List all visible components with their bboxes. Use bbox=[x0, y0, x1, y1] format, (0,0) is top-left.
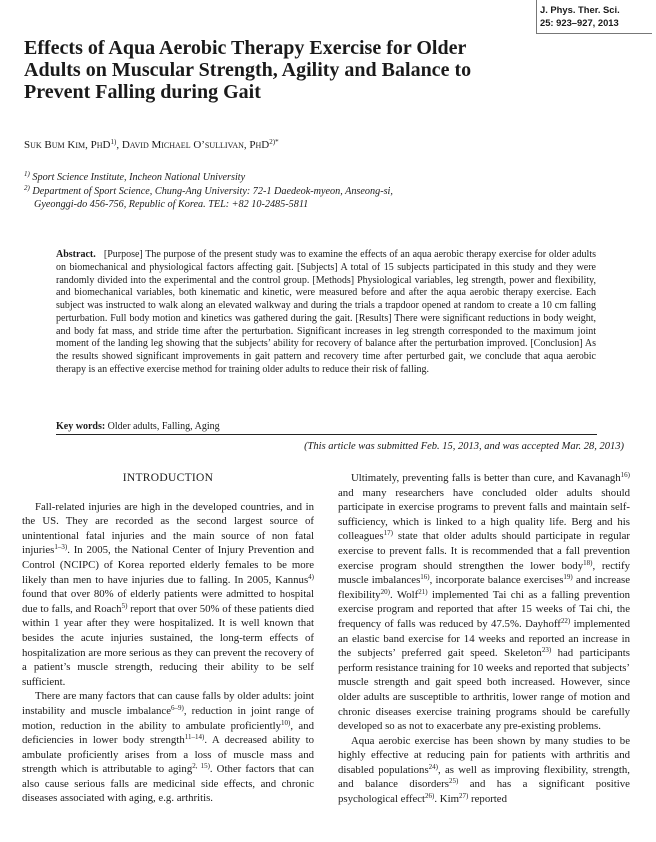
citation-mark: 19) bbox=[563, 573, 573, 582]
affiliation-1-mark: 1) bbox=[24, 170, 30, 178]
text: and has a significant positive psychological effect bbox=[338, 778, 630, 806]
keywords bbox=[56, 421, 220, 432]
intro-paragraph-1 bbox=[22, 500, 314, 690]
journal-volume-pages: 25: 923–927, 2013 bbox=[540, 17, 619, 28]
text: . Kim bbox=[434, 793, 459, 806]
citation-mark: 25) bbox=[448, 777, 459, 786]
text: , incorporate balance exercises bbox=[429, 574, 564, 587]
citation-mark: 1–3) bbox=[54, 543, 68, 552]
citation-mark: 16) bbox=[620, 471, 630, 479]
text: . Wolf bbox=[389, 588, 419, 601]
text: found that over 80% of elderly patients were admitted to hospital due to falls, and Roach bbox=[22, 588, 314, 615]
author-1: Suk Bum Kim, PhD bbox=[24, 139, 111, 151]
author-2: David Michael O’sullivan, PhD bbox=[121, 139, 270, 151]
citation-mark: 10) bbox=[281, 718, 291, 727]
journal-name: J. Phys. Ther. Sci. bbox=[540, 4, 620, 15]
author-list bbox=[24, 139, 279, 151]
citation-mark: 4) bbox=[308, 572, 314, 581]
text: had participants perform resistance training for 10 weeks and reported that subjects’ muscle strength and gait speed both increased. However, since older adults are susceptible to arthritis, lower range of motion and chronic diseases exercise training programs should be carefully developed so as not to exacerbate any pre-existing problems. bbox=[338, 647, 631, 733]
text: , rectify muscle imbalances bbox=[338, 559, 630, 587]
text: implemented an elastic band exercise for 14 weeks and reported an increase in the subjects’ preferred gait speed. Skeleton bbox=[338, 617, 630, 660]
affiliation-2-mark: 2) bbox=[24, 184, 30, 192]
citation-mark: 17) bbox=[383, 529, 393, 538]
author-2-affiliation-mark: 2)* bbox=[269, 138, 279, 146]
text: reported bbox=[468, 793, 507, 806]
section-divider bbox=[56, 434, 597, 435]
submission-note: (This article was submitted Feb. 15, 2013, and was accepted Mar. 28, 2013) bbox=[304, 441, 624, 452]
citation-mark: 16) bbox=[420, 573, 430, 582]
affiliation-2 bbox=[24, 185, 393, 211]
citation-mark: 26) bbox=[425, 792, 435, 801]
text: state that older adults should participate in regular exercise to prevent falls. It is recommended that a fall prevention exercise program should strengthen the lower body bbox=[338, 530, 630, 572]
citation-mark: 22) bbox=[560, 616, 571, 625]
abstract bbox=[56, 249, 596, 377]
citation-mark: 27) bbox=[458, 792, 469, 801]
right-column bbox=[338, 471, 630, 807]
author-separator: , bbox=[116, 139, 122, 151]
keywords-text: Older adults, Falling, Aging bbox=[107, 421, 220, 432]
text: Fall-related injuries are high in the developed countries, and in the US. They are recorded as the second largest source of unintentional fatal injuries and the main source of non fatal injuries bbox=[22, 500, 314, 557]
affiliation-1 bbox=[24, 171, 245, 184]
citation-mark: 11–14) bbox=[184, 733, 205, 742]
citation-mark: 20) bbox=[380, 587, 390, 596]
text: Ultimately, preventing falls is better than cure, and Kavanagh bbox=[351, 472, 621, 484]
text: . A decreased ability to ambulate proficiently arises from a loss of muscle mass and strength which is attributable to aging bbox=[22, 734, 314, 776]
text: and many researchers have concluded older adults should participate in exercise programs to prevent falls and maintain self-sufficiency, which is linked to a high quality life. Berg and his colleagues bbox=[338, 486, 630, 543]
text: implemented Tai chi as a falling prevention exercise program and reported that after 15 weeks of Tai chi, the frequency of falls was reduced by 47.5%. Dayhoff bbox=[338, 588, 630, 630]
citation-mark: 5) bbox=[121, 601, 128, 610]
abstract-text: [Purpose] The purpose of the present study was to examine the effects of an aqua aerobic therapy exercise for older adults on biomechanical and physiological factors affecting gait. [Subjects] A total of 15 subjects participated in this study and they were randomly divided into the experimental and the control group. [Methods] Physiological variables, leg strength, power and flexibility, and biomechanical variables, both kinematic and kinetic, were measured before and after the aqua aerobic therapy exercise. Each subject was instructed to walk along an elevated walkway and during the trials a trapdoor opened at random to create a 10 cm falling perturbation. Full body motion and kinetics was gathered during the gait. [Results] There were significant reductions in body weight, and body fat mass, and stride time after the perturbation. Significant increases in leg strength corresponded to the maximum joint moment of the landing leg showing that the subjects’ ability for recovery of balance after the perturbation improved. [Conclusion] As the results showed significant improvements in gait pattern and recovery time after perturbed gait, we conclude that aqua aerobic therapy is an effective exercise method for training older adults to reduce their risk of falling. bbox=[56, 249, 596, 375]
left-column bbox=[22, 471, 314, 806]
text: . Other factors that can also cause serious falls are medicinal side effects, and chronic diseases associated with aging, e.g. arthritis. bbox=[22, 763, 314, 805]
affiliation-2-line-1: Department of Sport Science, Chung-Ang University: 72-1 Daedeok-myeon, Anseong-si, bbox=[32, 186, 393, 197]
citation-mark: 6–9) bbox=[171, 703, 184, 712]
keywords-label: Key words: bbox=[56, 421, 106, 432]
introduction-heading: INTRODUCTION bbox=[122, 472, 214, 484]
affiliation-2-line-2: Gyeonggi-do 456-756, Republic of Korea. TEL: +82 10-2485-5811 bbox=[34, 199, 309, 210]
citation-mark: 2, 15) bbox=[192, 762, 210, 771]
text: report that over 50% of these patients died within 1 year after they were hospitalized. It is well known that besides the acute injuries sustained, the long-term effects of hospitalization are more serious as they can prevent the recovery of a patient’s muscle strength, reducing their ability to be self sufficient. bbox=[22, 602, 315, 688]
intro-paragraph-2 bbox=[22, 689, 314, 806]
citation-mark: 23) bbox=[541, 646, 552, 655]
author-1-affiliation-mark: 1) bbox=[110, 138, 117, 146]
affiliation-1-text: Sport Science Institute, Incheon National University bbox=[32, 172, 246, 183]
abstract-label: Abstract. bbox=[56, 249, 96, 260]
text: , and deficiencies in lower body strength bbox=[22, 719, 314, 747]
text: Aqua aerobic exercise has been shown by many studies to be highly effective at reducing pain for patients with arthritis and disabled populations bbox=[338, 734, 630, 776]
citation-mark: 18) bbox=[583, 558, 593, 567]
citation-mark: 21) bbox=[418, 587, 428, 596]
journal-citation-box bbox=[536, 0, 652, 34]
text: There are many factors that can cause falls by older adults: joint instability and muscle imbalance bbox=[22, 690, 314, 717]
article-title: Effects of Aqua Aerobic Therapy Exercise for Older Adults on Muscular Strength, Agility and Balance to Prevent Falling during Gait bbox=[24, 37, 472, 103]
text: , reduction in joint range of motion, reduction in the ability to ambulate proficiently bbox=[22, 704, 314, 732]
citation-mark: 24) bbox=[428, 762, 438, 771]
text: , as well as improving flexibility, strength, and balance disorders bbox=[338, 763, 630, 791]
intro-paragraph-3 bbox=[338, 471, 630, 734]
text: and increase flexibility bbox=[338, 574, 630, 601]
intro-paragraph-4 bbox=[338, 734, 630, 807]
text: . In 2005, the National Center of Injury Prevention and Control (NCIPC) of Korea reported elderly females to be more likely than men to have injuries due to falling. In 2005, Kannus bbox=[22, 544, 314, 586]
